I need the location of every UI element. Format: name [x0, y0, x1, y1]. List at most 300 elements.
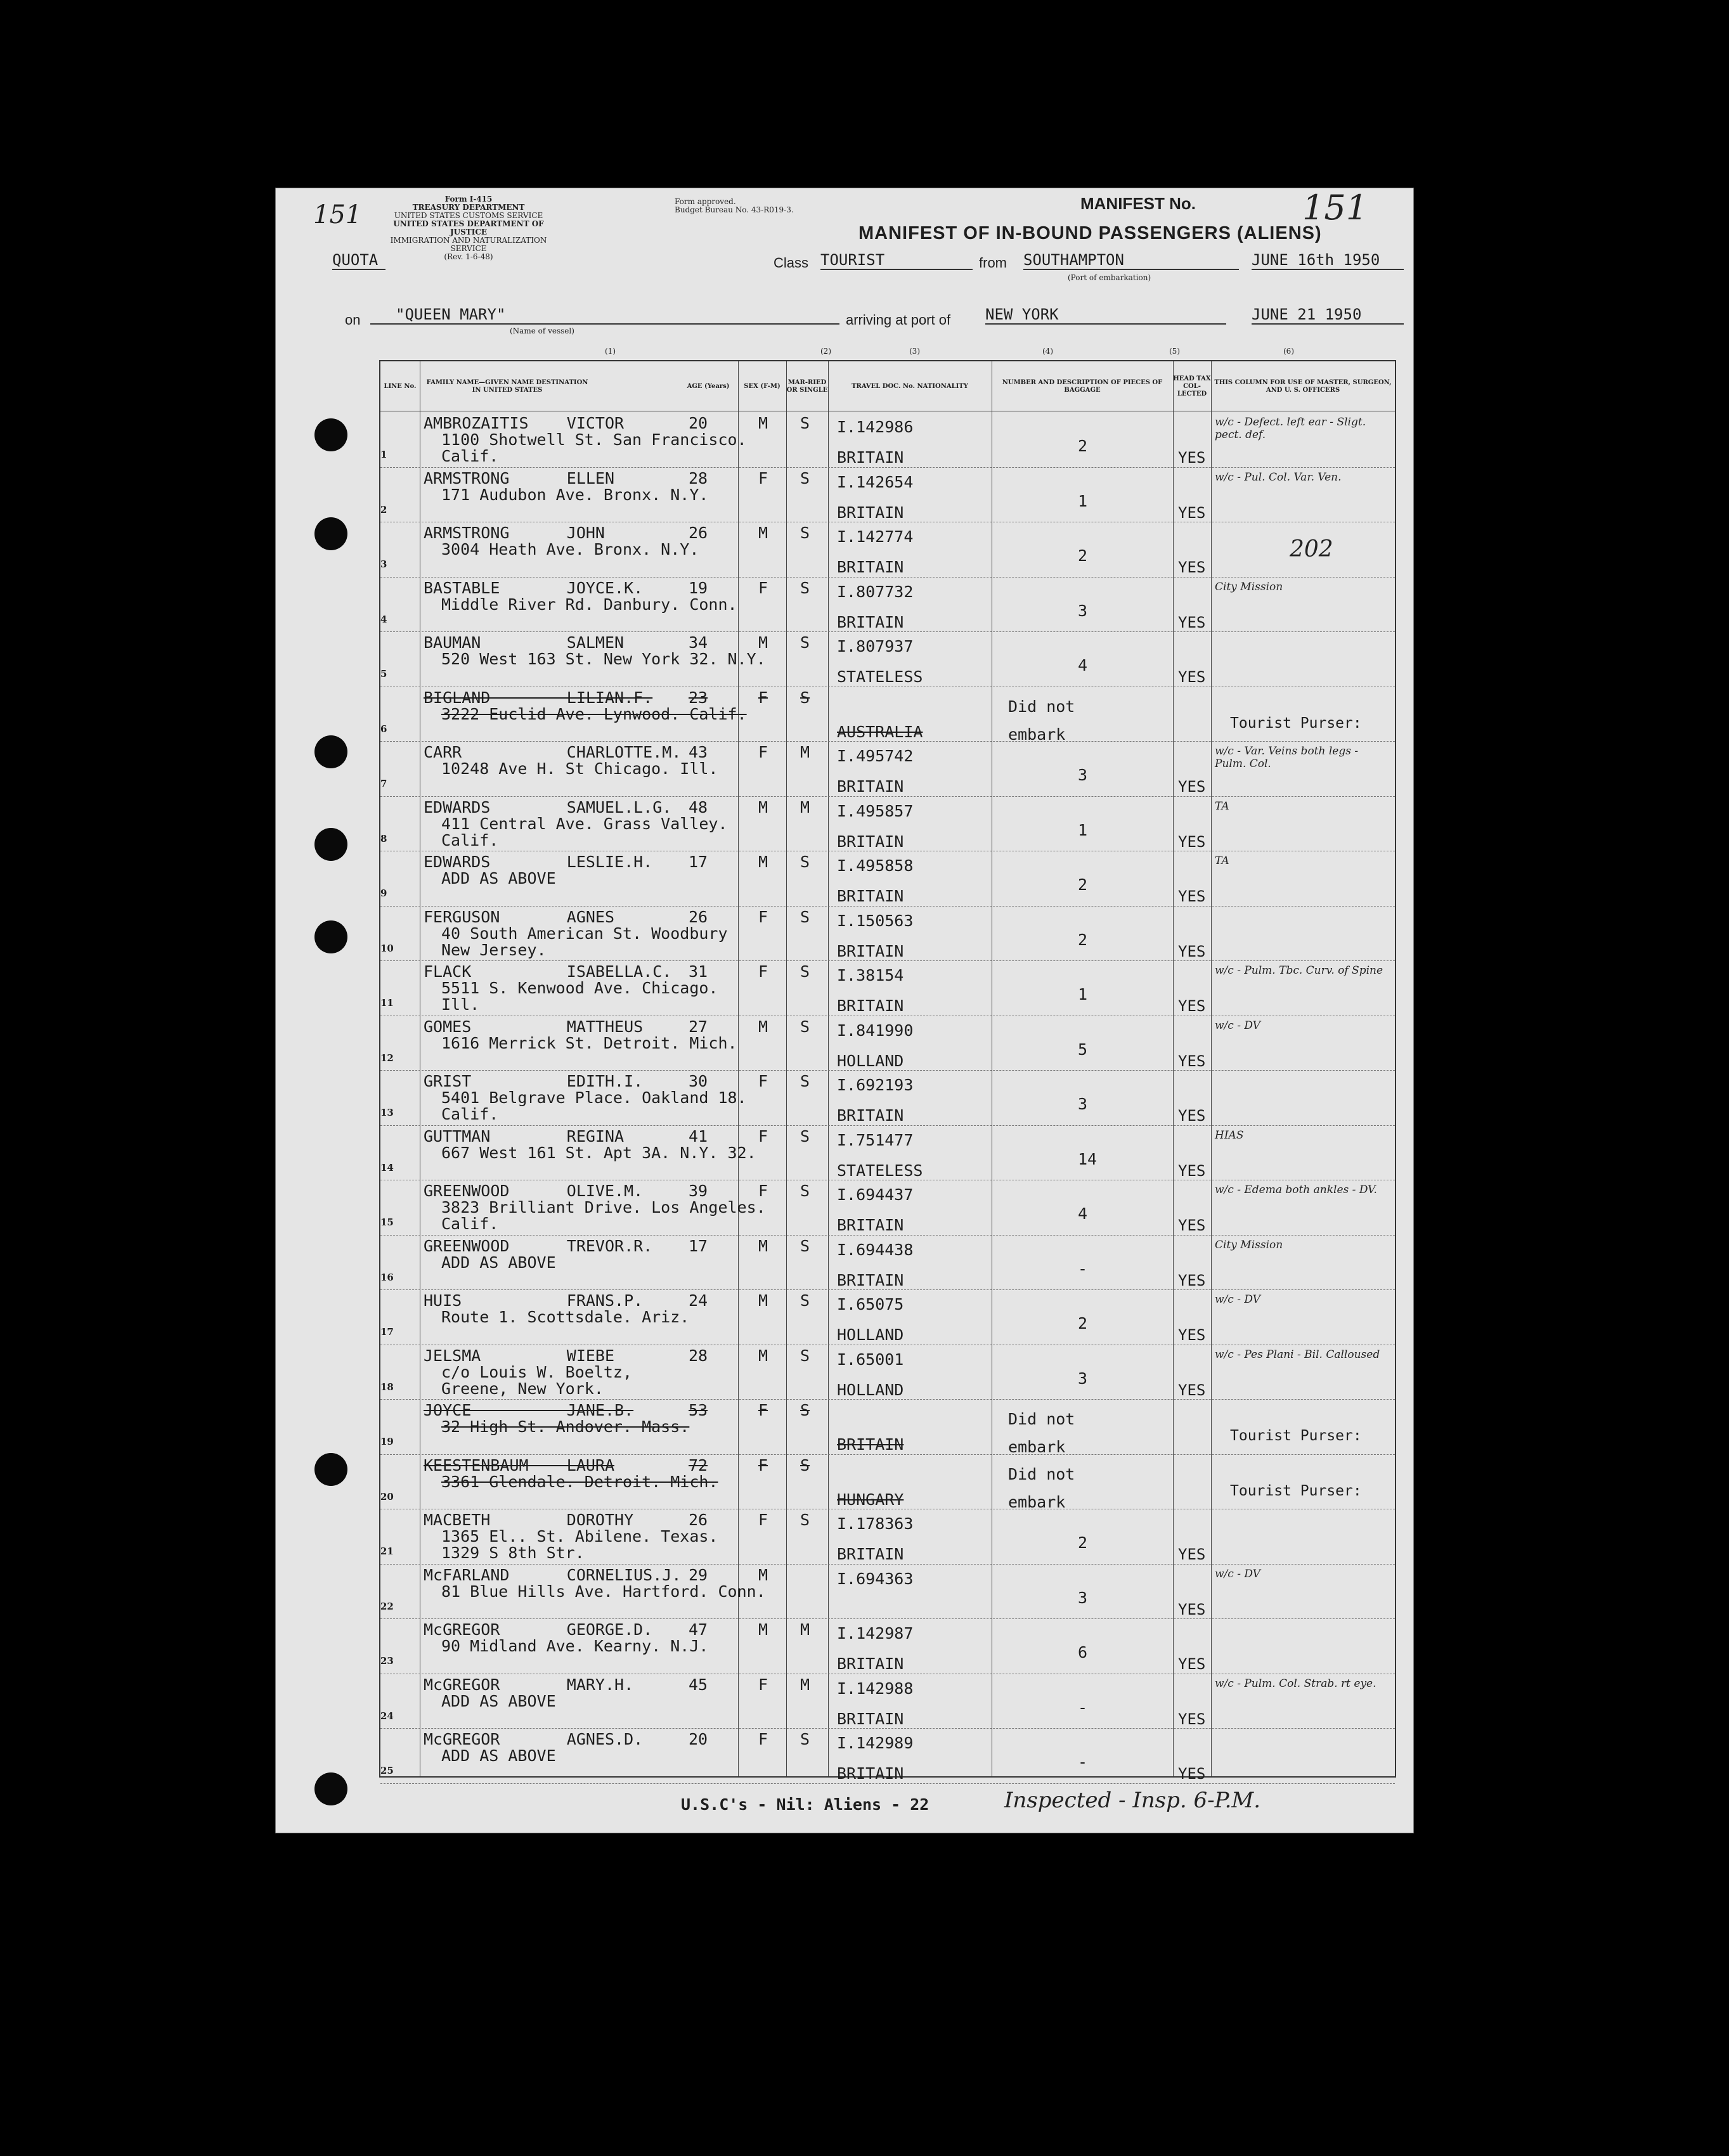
baggage-count: -	[1078, 1259, 1088, 1278]
baggage-count: Did not embark	[1008, 697, 1075, 744]
destination-address-line2: Calif.	[441, 447, 499, 465]
table-row	[380, 796, 1395, 852]
passenger-age: 24	[689, 1291, 708, 1310]
passenger-name: MACBETH DOROTHY	[424, 1511, 634, 1529]
col-number-4: (4)	[1042, 347, 1053, 356]
passenger-age: 28	[689, 468, 708, 487]
table-row	[380, 1509, 1395, 1565]
line-number: 4	[380, 613, 387, 625]
nationality: BRITAIN	[837, 832, 904, 851]
line-number: 3	[380, 558, 387, 570]
arrival-port: NEW YORK	[985, 306, 1226, 325]
passenger-name: McFARLAND CORNELIUS.J.	[424, 1565, 682, 1584]
travel-doc-number: I.142774	[837, 527, 914, 546]
passenger-sex: F	[758, 1730, 768, 1748]
marital-status: S	[800, 1017, 810, 1036]
footer-summary: U.S.C's - Nil: Aliens - 22	[681, 1795, 929, 1814]
quota-label: QUOTA	[332, 251, 385, 270]
passenger-name: McGREGOR MARY.H.	[424, 1675, 634, 1694]
passenger-age: 29	[689, 1565, 708, 1584]
nationality: BRITAIN	[837, 1435, 904, 1454]
table-row	[380, 1235, 1395, 1291]
head-tax-collected: YES	[1178, 668, 1206, 686]
passenger-sex: F	[758, 1675, 768, 1694]
destination-address: 40 South American St. Woodbury	[441, 924, 728, 943]
table-row	[380, 1180, 1395, 1236]
passenger-age: 17	[689, 853, 708, 871]
punch-hole	[314, 1453, 347, 1486]
nationality: BRITAIN	[837, 1216, 904, 1234]
destination-address: 1616 Merrick St. Detroit. Mich.	[441, 1033, 737, 1052]
head-tax-collected: YES	[1178, 1600, 1206, 1618]
line-number: 24	[380, 1710, 394, 1722]
line-number: 20	[380, 1490, 394, 1502]
marital-status: S	[800, 578, 810, 597]
nationality: BRITAIN	[837, 612, 904, 631]
destination-address: 5401 Belgrave Place. Oakland 18.	[441, 1088, 747, 1107]
passenger-sex: M	[758, 633, 768, 652]
officer-remarks: HIAS	[1215, 1128, 1244, 1142]
marital-status: M	[800, 743, 810, 761]
passenger-sex: F	[758, 743, 768, 761]
travel-doc-number: I.142987	[837, 1624, 914, 1643]
nationality: BRITAIN	[837, 777, 904, 796]
passenger-age: 20	[689, 1730, 708, 1748]
travel-doc-number: I.142986	[837, 418, 914, 436]
head-tax-collected: YES	[1178, 1765, 1206, 1783]
travel-doc-number: I.495742	[837, 747, 914, 765]
table-row	[380, 467, 1395, 523]
officer-remarks: w/c - DV	[1215, 1567, 1260, 1580]
nationality: HUNGARY	[837, 1490, 904, 1509]
destination-address: c/o Louis W. Boeltz,	[441, 1362, 633, 1381]
destination-address: Route 1. Scottsdale. Ariz.	[441, 1308, 690, 1326]
travel-doc-number: I.38154	[837, 966, 904, 984]
form-revision: (Rev. 1-6-48)	[444, 252, 493, 261]
table-row	[380, 851, 1395, 907]
nationality: BRITAIN	[837, 1764, 904, 1783]
nationality: AUSTRALIA	[837, 722, 923, 741]
handwritten-151-left: 151	[313, 200, 362, 229]
destination-address-line2: Calif.	[441, 830, 499, 849]
marital-status: S	[800, 1346, 810, 1365]
table-row	[380, 741, 1395, 797]
baggage-count: 14	[1078, 1149, 1098, 1168]
from-label: from	[979, 255, 1007, 271]
baggage-count: 3	[1078, 1369, 1088, 1388]
passenger-name: BIGLAND LILIAN.F.	[424, 688, 653, 707]
passenger-name: McGREGOR AGNES.D.	[424, 1730, 644, 1748]
baggage-count: 6	[1078, 1643, 1088, 1662]
col-number-2: (2)	[820, 347, 831, 356]
marital-status: S	[800, 1511, 810, 1529]
baggage-count: Did not embark	[1008, 1464, 1075, 1511]
port-of-embarkation: SOUTHAMPTON	[1023, 251, 1239, 270]
head-tax-collected: YES	[1178, 1107, 1206, 1125]
baggage-count: 2	[1078, 437, 1088, 455]
passenger-age: 26	[689, 907, 708, 926]
baggage-count: 3	[1078, 766, 1088, 784]
marital-status: S	[800, 1182, 810, 1200]
marital-status: S	[800, 1072, 810, 1090]
table-row	[380, 687, 1395, 742]
marital-status: S	[800, 633, 810, 652]
nationality: BRITAIN	[837, 941, 904, 960]
table-row	[380, 631, 1395, 687]
vessel-name: "QUEEN MARY"	[370, 306, 839, 325]
passenger-age: 19	[689, 578, 708, 597]
page-title: MANIFEST OF IN-BOUND PASSENGERS (ALIENS)	[858, 223, 1322, 243]
destination-address: ADD AS ABOVE	[441, 869, 556, 888]
form-header-left	[383, 195, 554, 261]
baggage-count: 1	[1078, 820, 1088, 839]
passenger-age: 47	[689, 1620, 708, 1639]
budget-bureau: Budget Bureau No. 43-R019-3.	[675, 205, 794, 214]
baggage-count: 4	[1078, 1204, 1088, 1223]
passenger-sex: F	[758, 1401, 768, 1419]
nationality: BRITAIN	[837, 1106, 904, 1125]
destination-address: 81 Blue Hills Ave. Hartford. Conn.	[441, 1582, 766, 1601]
line-number: 13	[380, 1107, 394, 1118]
head-tax-collected: YES	[1178, 1161, 1206, 1180]
line-number: 19	[380, 1436, 394, 1447]
table-row	[380, 1289, 1395, 1345]
nationality: BRITAIN	[837, 448, 904, 467]
marital-status: S	[800, 1126, 810, 1146]
line-number: 23	[380, 1655, 394, 1667]
line-number: 12	[380, 1052, 394, 1064]
class-value: TOURIST	[820, 251, 973, 270]
head-tax-collected: YES	[1178, 1326, 1206, 1344]
destination-address-line2: 1329 S 8th Str.	[441, 1544, 585, 1562]
line-number: 5	[380, 668, 387, 680]
head-tax-collected: YES	[1178, 1546, 1206, 1563]
col-header-married: MAR-RIED OR SINGLE	[786, 379, 828, 394]
col-number-1: (1)	[605, 347, 616, 356]
passenger-table	[379, 360, 1396, 1783]
line-number: 11	[380, 997, 394, 1009]
col-number-3: (3)	[909, 347, 920, 356]
table-row	[380, 1728, 1395, 1784]
officer-remarks: w/c - Edema both ankles - DV.	[1215, 1184, 1377, 1196]
punch-hole	[314, 517, 347, 550]
head-tax-collected: YES	[1178, 888, 1206, 905]
baggage-count: 2	[1078, 1533, 1088, 1552]
punch-hole	[314, 418, 347, 451]
passenger-sex: F	[758, 1456, 768, 1475]
nationality: BRITAIN	[837, 1655, 904, 1673]
col-header-line: LINE No.	[384, 383, 417, 390]
passenger-name: GOMES MATTHEUS	[424, 1017, 644, 1036]
officer-remarks: w/c - DV	[1215, 1293, 1260, 1306]
head-tax-collected: YES	[1178, 1052, 1206, 1070]
col-header-name: FAMILY NAME—GIVEN NAME DESTINATION IN UNITED STATES	[426, 379, 588, 394]
ins-service: IMMIGRATION AND NATURALIZATION SERVICE	[390, 236, 547, 253]
officer-remarks: w/c - Defect. left ear - Sligt. pect. def.	[1215, 416, 1366, 441]
form-number: Form I-415	[444, 195, 493, 203]
marital-status: S	[800, 414, 810, 432]
departure-date: JUNE 16th 1950	[1252, 251, 1404, 270]
passenger-sex: F	[758, 1126, 768, 1146]
form-approval	[675, 198, 794, 214]
punch-hole	[314, 828, 347, 861]
head-tax-collected: YES	[1178, 1710, 1206, 1728]
nationality: STATELESS	[837, 668, 923, 686]
baggage-count: 2	[1078, 875, 1088, 894]
passenger-age: 72	[689, 1456, 708, 1475]
baggage-count: 3	[1078, 1095, 1088, 1113]
table-row	[380, 1454, 1395, 1510]
table-row	[380, 1125, 1395, 1181]
passenger-sex: F	[758, 468, 768, 487]
table-row	[380, 1345, 1395, 1400]
travel-doc-number: I.178363	[837, 1514, 914, 1533]
baggage-count: 2	[1078, 1314, 1088, 1333]
passenger-sex: M	[758, 1565, 768, 1584]
table-row	[380, 412, 1395, 468]
passenger-age: 28	[689, 1346, 708, 1365]
passenger-sex: F	[758, 1072, 768, 1090]
passenger-name: HUIS FRANS.P.	[424, 1291, 644, 1310]
punch-hole	[314, 920, 347, 953]
table-row	[380, 906, 1395, 962]
officer-remarks: City Mission	[1215, 580, 1283, 593]
line-number: 14	[380, 1161, 394, 1173]
passenger-name: KEESTENBAUM LAURA	[424, 1456, 615, 1475]
marital-status: S	[800, 524, 810, 542]
nationality: BRITAIN	[837, 1709, 904, 1728]
port-embark-caption: (Port of embarkation)	[1068, 273, 1151, 282]
justice-dept: UNITED STATES DEPARTMENT OF JUSTICE	[393, 219, 544, 236]
passenger-sex: M	[758, 797, 768, 817]
passenger-name: JOYCE JANE.B.	[424, 1401, 634, 1419]
officer-remarks: Tourist Purser:	[1230, 714, 1362, 732]
passenger-name: ARMSTRONG JOHN	[424, 524, 605, 542]
officer-remarks: w/c - Pulm. Tbc. Curv. of Spine	[1215, 964, 1383, 977]
marital-status: S	[800, 1730, 810, 1748]
destination-address: ADD AS ABOVE	[441, 1253, 556, 1272]
passenger-age: 31	[689, 962, 708, 981]
head-tax-collected: YES	[1178, 1271, 1206, 1289]
passenger-name: GRIST EDITH.I.	[424, 1072, 644, 1090]
marital-status: S	[800, 853, 810, 871]
travel-doc-number: I.841990	[837, 1021, 914, 1040]
destination-address: 411 Central Ave. Grass Valley.	[441, 814, 728, 833]
passenger-sex: M	[758, 1346, 768, 1365]
travel-doc-number: I.807732	[837, 582, 914, 601]
destination-address: 667 West 161 St. Apt 3A. N.Y. 32.	[441, 1143, 756, 1162]
nationality: BRITAIN	[837, 887, 904, 905]
arrival-date: JUNE 21 1950	[1252, 306, 1404, 325]
destination-address-line2: Calif.	[441, 1215, 499, 1233]
marital-status: S	[800, 962, 810, 981]
head-tax-collected: YES	[1178, 778, 1206, 796]
nationality: BRITAIN	[837, 503, 904, 522]
nationality: BRITAIN	[837, 1545, 904, 1563]
manifest-page	[275, 188, 1414, 1833]
travel-doc-number: I.65075	[837, 1295, 904, 1314]
col-header-travel-doc: TRAVEL DOC. No. NATIONALITY	[852, 383, 968, 390]
marital-status: S	[800, 907, 810, 926]
table-row	[380, 522, 1395, 578]
passenger-sex: F	[758, 688, 768, 707]
col-number-6: (6)	[1283, 347, 1294, 356]
passenger-sex: F	[758, 907, 768, 926]
passenger-name: JELSMA WIEBE	[424, 1346, 615, 1365]
baggage-count: 3	[1078, 601, 1088, 620]
baggage-count: 2	[1078, 546, 1088, 565]
travel-doc-number: I.694437	[837, 1185, 914, 1204]
destination-address-line2: Ill.	[441, 995, 480, 1014]
passenger-name: GREENWOOD OLIVE.M.	[424, 1182, 644, 1200]
passenger-age: 39	[689, 1182, 708, 1200]
punch-hole	[314, 1772, 347, 1805]
destination-address: 520 West 163 St. New York 32. N.Y.	[441, 650, 766, 668]
travel-doc-number: I.65001	[837, 1350, 904, 1369]
officer-remarks: TA	[1215, 855, 1229, 867]
nationality: HOLLAND	[837, 1051, 904, 1070]
officer-remarks: w/c - DV	[1215, 1019, 1260, 1032]
line-number: 1	[380, 449, 387, 460]
passenger-age: 45	[689, 1675, 708, 1694]
destination-address: 5511 S. Kenwood Ave. Chicago.	[441, 979, 718, 997]
passenger-age: 26	[689, 524, 708, 542]
line-number: 15	[380, 1217, 394, 1228]
destination-address: 3361 Glendale. Detroit. Mich.	[441, 1472, 718, 1491]
arriving-label: arriving at port of	[846, 312, 951, 328]
line-number: 22	[380, 1600, 394, 1612]
passenger-age: 34	[689, 633, 708, 652]
officer-remarks: City Mission	[1215, 1238, 1283, 1251]
travel-doc-number: I.807937	[837, 637, 914, 655]
head-tax-collected: YES	[1178, 449, 1206, 467]
nationality: BRITAIN	[837, 997, 904, 1015]
destination-address-line2: Greene, New York.	[441, 1379, 604, 1398]
passenger-age: 23	[689, 688, 708, 707]
handwritten-202: 202	[1290, 536, 1333, 562]
baggage-count: 5	[1078, 1040, 1088, 1059]
line-number: 7	[380, 778, 387, 789]
line-number: 9	[380, 888, 387, 899]
marital-status: M	[800, 1620, 810, 1639]
destination-address: ADD AS ABOVE	[441, 1746, 556, 1765]
nationality: HOLLAND	[837, 1326, 904, 1344]
travel-doc-number: I.142654	[837, 472, 914, 491]
baggage-count: 3	[1078, 1588, 1088, 1607]
customs-service: UNITED STATES CUSTOMS SERVICE	[394, 211, 543, 220]
marital-status: M	[800, 797, 810, 817]
destination-address-line2: Calif.	[441, 1105, 499, 1123]
baggage-count: -	[1078, 1753, 1088, 1771]
travel-doc-number: I.694363	[837, 1569, 914, 1588]
nationality: STATELESS	[837, 1161, 923, 1180]
passenger-age: 20	[689, 414, 708, 432]
travel-doc-number: I.495858	[837, 856, 914, 875]
col-header-sex: SEX (F-M)	[744, 383, 780, 390]
table-row	[380, 1674, 1395, 1729]
baggage-count: -	[1078, 1698, 1088, 1717]
table-row	[380, 1070, 1395, 1126]
destination-address: 1365 El.. St. Abilene. Texas.	[441, 1527, 718, 1546]
destination-address: 3823 Brilliant Drive. Los Angeles.	[441, 1198, 766, 1217]
col-header-officers: THIS COLUMN FOR USE OF MASTER, SURGEON, AND U. S. OFFICERS	[1214, 379, 1392, 394]
passenger-sex: M	[758, 1017, 768, 1036]
officer-remarks: TA	[1215, 799, 1229, 813]
destination-address: 1100 Shotwell St. San Francisco.	[441, 430, 747, 449]
travel-doc-number: I.150563	[837, 911, 914, 930]
inspector-signature: Inspected - Insp. 6-P.M.	[1004, 1788, 1261, 1813]
on-label: on	[345, 312, 361, 328]
marital-status: S	[800, 1236, 810, 1255]
passenger-name: BAUMAN SALMEN	[424, 633, 625, 652]
destination-address-line2: New Jersey.	[441, 940, 547, 959]
baggage-count: 2	[1078, 930, 1088, 949]
manifest-no-label: MANIFEST No.	[1080, 194, 1196, 213]
baggage-count: 4	[1078, 656, 1088, 675]
head-tax-collected: YES	[1178, 1381, 1206, 1399]
passenger-sex: M	[758, 414, 768, 432]
passenger-name: BASTABLE JOYCE.K.	[424, 578, 644, 597]
passenger-age: 17	[689, 1236, 708, 1255]
table-row	[380, 1618, 1395, 1674]
col-header-age: AGE (Years)	[687, 383, 730, 390]
vessel-caption: (Name of vessel)	[510, 326, 574, 335]
passenger-name: GUTTMAN REGINA	[424, 1126, 625, 1146]
passenger-sex: F	[758, 962, 768, 981]
destination-address: ADD AS ABOVE	[441, 1691, 556, 1710]
passenger-age: 48	[689, 797, 708, 817]
manifest-number: 151	[1302, 188, 1368, 228]
travel-doc-number: I.692193	[837, 1076, 914, 1094]
passenger-name: CARR CHARLOTTE.M.	[424, 743, 682, 761]
marital-status: S	[800, 468, 810, 487]
head-tax-collected: YES	[1178, 613, 1206, 631]
head-tax-collected: YES	[1178, 832, 1206, 851]
passenger-age: 41	[689, 1126, 708, 1146]
col-header-head-tax: HEAD TAX COL-LECTED	[1173, 375, 1211, 397]
travel-doc-number: I.694438	[837, 1240, 914, 1259]
destination-address: 3222 Euclid Ave. Lynwood. Calif.	[441, 704, 747, 723]
passenger-name: ARMSTRONG ELLEN	[424, 468, 615, 487]
line-number: 16	[380, 1271, 394, 1283]
officer-remarks: w/c - Pul. Col. Var. Ven.	[1215, 470, 1342, 484]
officer-remarks: Tourist Purser:	[1230, 1428, 1362, 1444]
treasury-dept: TREASURY DEPARTMENT	[412, 203, 525, 212]
passenger-name: FLACK ISABELLA.C.	[424, 962, 672, 981]
head-tax-collected: YES	[1178, 942, 1206, 960]
passenger-name: GREENWOOD TREVOR.R.	[424, 1236, 653, 1255]
passenger-name: EDWARDS LESLIE.H.	[424, 853, 653, 871]
baggage-count: 1	[1078, 985, 1088, 1004]
passenger-sex: F	[758, 578, 768, 597]
passenger-sex: F	[758, 1511, 768, 1529]
destination-address: 90 Midland Ave. Kearny. N.J.	[441, 1637, 709, 1655]
passenger-sex: M	[758, 853, 768, 871]
passenger-age: 27	[689, 1017, 708, 1036]
punch-hole	[314, 735, 347, 768]
nationality: BRITAIN	[837, 558, 904, 576]
passenger-name: EDWARDS SAMUEL.L.G.	[424, 797, 672, 817]
passenger-age: 43	[689, 743, 708, 761]
passenger-name: McGREGOR GEORGE.D.	[424, 1620, 653, 1639]
passenger-sex: M	[758, 1620, 768, 1639]
officer-remarks: w/c - Var. Veins both legs - Pulm. Col.	[1215, 745, 1359, 770]
col-number-5: (5)	[1169, 347, 1180, 356]
passenger-age: 26	[689, 1511, 708, 1529]
line-number: 2	[380, 503, 387, 515]
col-header-baggage: NUMBER AND DESCRIPTION OF PIECES OF BAGGAGE	[1002, 379, 1163, 394]
table-row	[380, 1016, 1395, 1071]
